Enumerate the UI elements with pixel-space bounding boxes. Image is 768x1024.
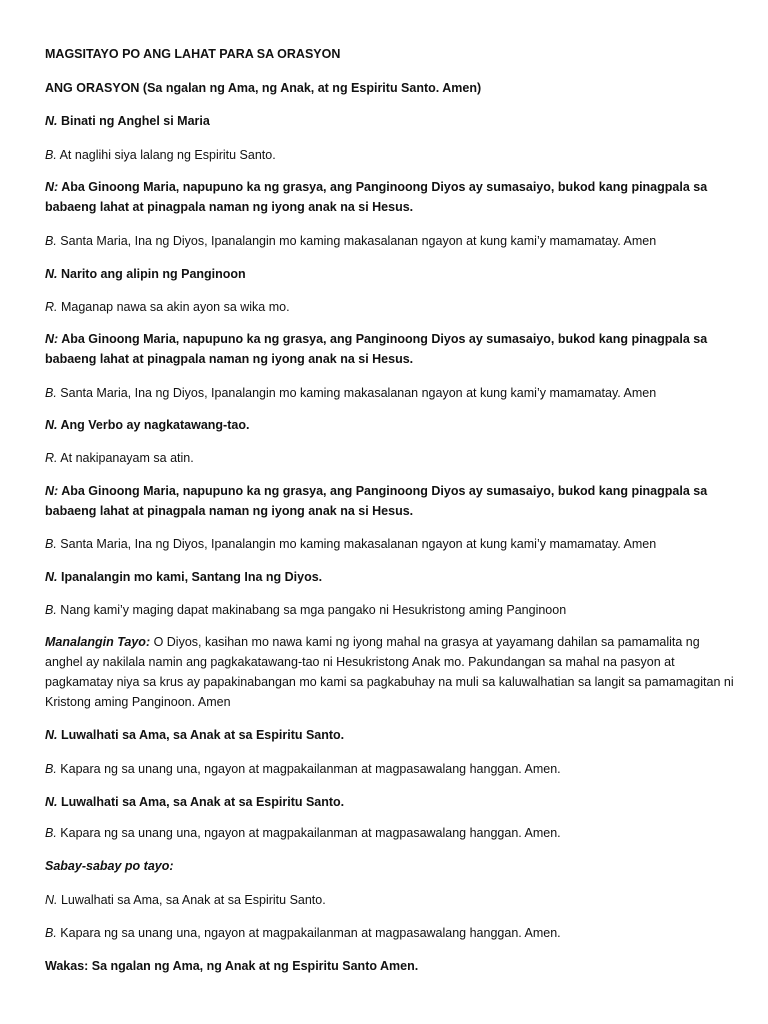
line-text: At naglihi siya lalang ng Espiritu Santo.	[56, 148, 276, 162]
line-text: Narito ang alipin ng Panginoon	[57, 267, 246, 281]
prayer-line	[45, 823, 561, 843]
prayer-line	[45, 567, 322, 587]
line-prefix: B.	[45, 926, 57, 940]
line-prefix: B.	[45, 148, 57, 162]
line-text: Binati ng Anghel si Maria	[57, 114, 210, 128]
prayer-line	[45, 481, 735, 521]
prayer-line	[45, 264, 246, 284]
line-prefix: N:	[45, 180, 59, 194]
line-text: Nang kami’y maging dapat makinabang sa mga pangako ni Hesukristong aming Panginoon	[56, 603, 567, 617]
line-prefix: B.	[45, 826, 57, 840]
prayer-line	[45, 890, 326, 910]
line-text: Santa Maria, Ina ng Diyos, Ipanalangin mo kaming makasalanan ngayon at kung kami’y mamamatay. Amen	[56, 537, 657, 551]
line-prefix: N.	[45, 267, 58, 281]
line-text: Ang Verbo ay nagkatawang-tao.	[57, 418, 250, 432]
line-prefix: N.	[45, 795, 58, 809]
line-prefix: R.	[45, 451, 58, 465]
prayer-line	[45, 856, 174, 876]
line-text: Santa Maria, Ina ng Diyos, Ipanalangin mo kaming makasalanan ngayon at kung kami’y mamamatay. Amen	[56, 386, 657, 400]
document-title: MAGSITAYO PO ANG LAHAT PARA SA ORASYON	[45, 47, 341, 61]
line-prefix: Manalangin Tayo:	[45, 635, 151, 649]
prayer-line	[45, 725, 344, 745]
line-text: Kapara ng sa unang una, ngayon at magpakailanman at magpasawalang hanggan. Amen.	[56, 926, 561, 940]
prayer-line	[45, 297, 290, 317]
line-text: O Diyos, kasihan mo nawa kami ng iyong mahal na grasya at yayamang dahilan sa pamamalita ng anghel ay nakilala namin ang pagkakatawang-tao ni Hesukristong Anak mo. Pakundangan sa mahal na pasyon at pagkamatay niya sa krus ay papakinabangan mo kami sa pagkabuhay na muli sa kaluwalhatian sa langit sa pamamagitan ni Kristong aming Panginoon. Amen	[45, 635, 734, 709]
prayer-line	[45, 415, 249, 435]
prayer-line	[45, 759, 561, 779]
closing-prayer	[45, 632, 735, 712]
line-prefix: B.	[45, 234, 57, 248]
document-subtitle: ANG ORASYON (Sa ngalan ng Ama, ng Anak, at ng Espiritu Santo. Amen)	[45, 81, 482, 95]
prayer-line	[45, 329, 735, 369]
line-prefix: N.	[45, 570, 58, 584]
prayer-line	[45, 792, 344, 812]
prayer-line	[45, 383, 656, 403]
line-prefix: N.	[45, 114, 58, 128]
line-text: Kapara ng sa unang una, ngayon at magpakailanman at magpasawalang hanggan. Amen.	[56, 762, 561, 776]
line-text: Santa Maria, Ina ng Diyos, Ipanalangin mo kaming makasalanan ngayon at kung kami’y mamamatay. Amen	[56, 234, 657, 248]
prayer-line	[45, 534, 656, 554]
line-text: Maganap nawa sa akin ayon sa wika mo.	[57, 300, 290, 314]
prayer-line	[45, 111, 210, 131]
line-prefix: N:	[45, 332, 59, 346]
prayer-line	[45, 231, 656, 251]
line-text: Luwalhati sa Ama, sa Anak at sa Espiritu Santo.	[57, 893, 326, 907]
line-prefix: N.	[45, 728, 58, 742]
line-text: Aba Ginoong Maria, napupuno ka ng grasya, ang Panginoong Diyos ay sumasaiyo, bukod kang pinagpala sa babaeng lahat at pinagpala naman ng iyong anak na si Hesus.	[45, 180, 708, 214]
line-text: Ipanalangin mo kami, Santang Ina ng Diyos.	[57, 570, 323, 584]
prayer-line	[45, 177, 735, 217]
line-prefix: N.	[45, 893, 58, 907]
line-prefix: N.	[45, 418, 58, 432]
line-text: Kapara ng sa unang una, ngayon at magpakailanman at magpasawalang hanggan. Amen.	[56, 826, 561, 840]
line-text: Sabay-sabay po tayo:	[45, 859, 174, 873]
line-text: Luwalhati sa Ama, sa Anak at sa Espiritu Santo.	[57, 728, 345, 742]
prayer-line	[45, 600, 566, 620]
line-prefix: B.	[45, 762, 57, 776]
line-prefix: B.	[45, 537, 57, 551]
line-text: Aba Ginoong Maria, napupuno ka ng grasya, ang Panginoong Diyos ay sumasaiyo, bukod kang pinagpala sa babaeng lahat at pinagpala naman ng iyong anak na si Hesus.	[45, 484, 708, 518]
line-prefix: N:	[45, 484, 59, 498]
line-text: Wakas: Sa ngalan ng Ama, ng Anak at ng Espiritu Santo Amen.	[45, 959, 419, 973]
line-prefix: B.	[45, 386, 57, 400]
line-text: Luwalhati sa Ama, sa Anak at sa Espiritu Santo.	[57, 795, 345, 809]
prayer-line	[45, 145, 276, 165]
prayer-line	[45, 923, 561, 943]
line-text: At nakipanayam sa atin.	[57, 451, 194, 465]
prayer-line	[45, 448, 194, 468]
prayer-line	[45, 956, 418, 976]
line-prefix: R.	[45, 300, 58, 314]
line-prefix: B.	[45, 603, 57, 617]
line-text: Aba Ginoong Maria, napupuno ka ng grasya, ang Panginoong Diyos ay sumasaiyo, bukod kang pinagpala sa babaeng lahat at pinagpala naman ng iyong anak na si Hesus.	[45, 332, 708, 366]
